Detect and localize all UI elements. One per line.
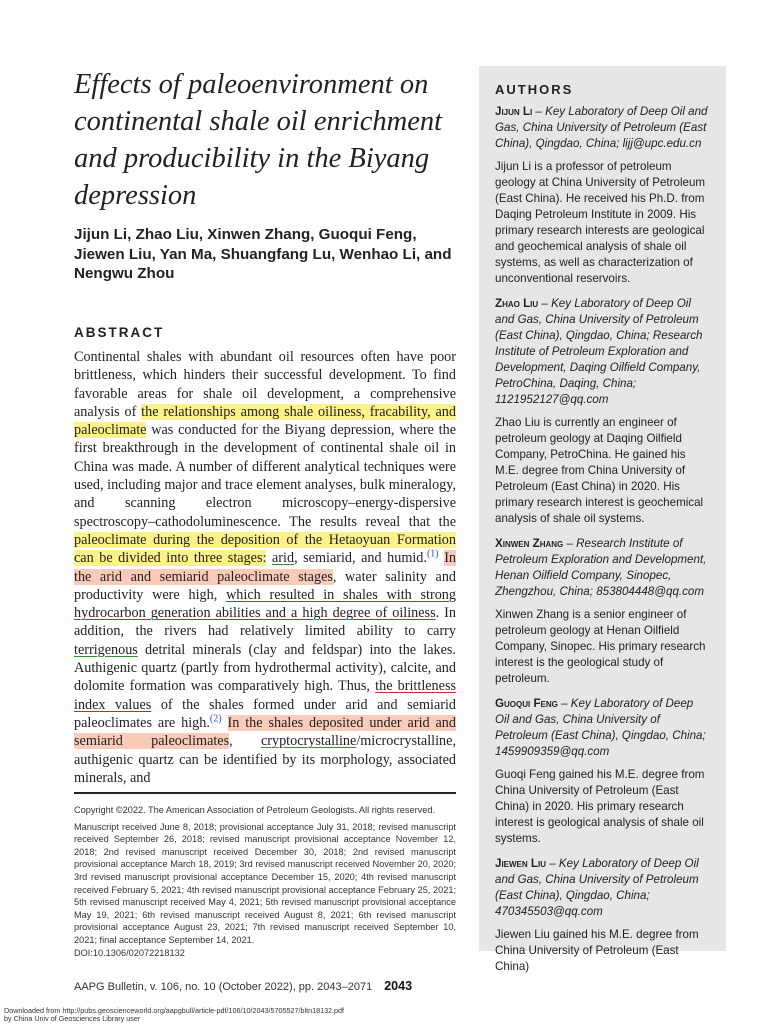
abstract-body	[74, 348, 456, 787]
separator: –	[563, 537, 577, 550]
abstract-text: , water salinity and productivity were high,	[74, 568, 457, 603]
author-name: Jiewen Liu	[495, 857, 546, 870]
authors-sidebar	[479, 66, 726, 973]
abstract-text: Continental shales with abundant oil resources often have poor brittleness, which hinders their successful development. To find favorable areas for shale oil development, a comprehensive analysis of	[74, 349, 456, 420]
download-note	[4, 1007, 344, 1024]
author-entry	[495, 696, 710, 847]
author-bio: Jijun Li is a professor of petroleum geology at China University of Petroleum (East China). He received his Ph.D. from Daqing Petroleum Institute in 2009. His primary research interests are geological and geochemical analysis of shale oil systems, as well as characterization of unconventional reservoirs.	[495, 160, 706, 285]
highlight-arid-semiarid-stages[interactable]: In the arid and semiarid paleoclimate stages	[74, 550, 457, 585]
separator: –	[545, 857, 559, 870]
annotation-marker-1[interactable]: (1)	[426, 548, 439, 560]
separator: –	[538, 297, 552, 310]
underline-arid[interactable]: arid	[272, 550, 295, 567]
abstract-text: ,	[229, 733, 261, 750]
abstract-text: of the shales formed under arid and semiarid paleoclimates are high.	[74, 696, 456, 731]
author-affiliation	[495, 296, 710, 408]
abstract-text: /microcrystalline, authigenic quartz can be identified by its morphology, associated minerals, and	[74, 733, 456, 786]
author-entry	[495, 104, 710, 287]
abstract-text: was conducted for the Biyang depression, where the first breakthrough in the development of continental shale oil in China was made. A number of different analytical techniques were used, including major and trace element analyses, bulk mineralogy, and scanning electron microscopy–energy-dispersive spectroscopy–cathodoluminescence. The results reveal that the	[74, 422, 456, 530]
divider	[74, 792, 456, 794]
copyright-notice: Copyright ©2022. The American Association of Petroleum Geologists. All rights reserved.	[74, 805, 436, 815]
author-name: Guoqui Feng	[495, 697, 558, 710]
abstract-text	[222, 715, 228, 731]
abstract-text: , semiarid, and humid.	[294, 550, 427, 567]
author-entry	[495, 536, 710, 687]
affiliation-text: Research Institute of Petroleum Exploration and Development, Henan Oilfield Company, Sinopec, Zhengzhou, China; 853804448@qq.com	[495, 537, 707, 598]
author-affiliation	[495, 696, 710, 760]
author-byline: Jijun Li, Zhao Liu, Xinwen Zhang, Guoqui Feng, Jiewen Liu, Yan Ma, Shuangfang Lu, Wenhao Li, and Nengwu Zhou	[74, 226, 452, 282]
author-bio: Zhao Liu is currently an engineer of petroleum geology at Daqing Oilfield Company, PetroChina. He gained his M.E. degree from China University of Petroleum (East China) in 2020. His primary research interest is geochemical analysis of shale oil systems.	[495, 416, 704, 525]
abstract-heading: ABSTRACT	[74, 325, 165, 340]
underline-brittleness-index[interactable]: the brittleness index values	[74, 678, 456, 713]
affiliation-text: Key Laboratory of Deep Oil and Gas, China University of Petroleum (East China), Qingdao, China; 1459909359@qq.com	[495, 697, 706, 758]
underline-terrigenous[interactable]: terrigenous	[74, 641, 138, 658]
doi[interactable]: DOI:10.1306/02072218132	[74, 947, 185, 958]
author-affiliation	[495, 104, 710, 152]
author-bio: Jiewen Liu gained his M.E. degree from China University of Petroleum (East China)	[495, 928, 699, 973]
underline-cryptocrystalline[interactable]: cryptocrystalline	[260, 733, 357, 750]
separator: –	[532, 105, 546, 118]
page-number: 2043	[384, 979, 413, 993]
highlight-shales-deposited[interactable]: In the shales deposited under arid and semiarid paleoclimates	[74, 714, 456, 750]
highlight-paleoclimate-stages[interactable]: paleoclimate during the deposition of the Hetaoyuan Formation can be divided into three stages:	[74, 531, 456, 567]
affiliation-text: Key Laboratory of Deep Oil and Gas, China University of Petroleum (East China), Qingdao, China; 470345503@qq.com	[495, 857, 699, 918]
manuscript-history: Manuscript received June 8, 2018; provisional acceptance July 31, 2018; revised manuscript received September 26, 2018; revised manuscript provisional acceptance November 12, 2018; 2nd revised manuscript received December 30, 2018; 2nd revised manuscript provisional acceptance March 18, 2019; 3rd revised manuscript received November 20, 2020; 3rd revised manuscript provisional acceptance December 15, 2020; 4th revised manuscript received February 5, 2021; 4th revised manuscript provisional acceptance February 25, 2021; 5th revised manuscript received May 4, 2021; 5th revised manuscript provisional acceptance May 19, 2021; 6th revised manuscript received August 8, 2021; 6th revised manuscript provisional acceptance August 23, 2021; 7th revised manuscript received September 10, 2021; final acceptance September 14, 2021.	[74, 821, 456, 945]
article-history	[74, 804, 456, 959]
author-bio: Xinwen Zhang is a senior engineer of petroleum geology at Henan Oilfield Company, Sinopec. His primary research interest is the geological study of petroleum.	[495, 608, 706, 685]
separator: –	[557, 697, 571, 710]
journal-citation: AAPG Bulletin, v. 106, no. 10 (October 2022), pp. 2043–2071	[74, 981, 373, 993]
affiliation-text: Key Laboratory of Deep Oil and Gas, China University of Petroleum (East China), Qingdao, China; lijj@upc.edu.cn	[495, 105, 708, 150]
affiliation-text: Key Laboratory of Deep Oil and Gas, China University of Petroleum (East China), Qingdao, China; Research Institute of Petroleum Exploration and Development, Daqing Oilfield Company, PetroChina, Daqing, China; 1121952127@qq.com	[495, 297, 703, 406]
author-entry	[495, 856, 710, 975]
page-footer	[74, 979, 456, 993]
article-title: Effects of paleoenvironment on continental shale oil enrichment and producibility in the Biyang depression	[74, 69, 443, 211]
author-name: Zhao Liu	[495, 297, 539, 310]
download-user: by China Univ of Geosciences Library user	[4, 1014, 141, 1024]
author-name: Jijun Li	[495, 105, 533, 118]
highlight-relationships[interactable]: the relationships among shale oiliness, fracability, and paleoclimate	[74, 403, 456, 439]
download-url[interactable]: Downloaded from http://pubs.geoscienceworld.org/aapgbull/article-pdf/106/10/2043/5705527/bltn18132.pdf	[4, 1006, 345, 1015]
author-affiliation	[495, 856, 710, 920]
annotation-marker-2[interactable]: (2)	[209, 713, 222, 725]
author-entry	[495, 296, 710, 527]
abstract-text: detrital minerals (clay and feldspar) into the lakes. Authigenic quartz (partly from hydrothermal activity), calcite, and dolomite formation was comparatively high. Thus,	[74, 641, 456, 695]
author-bio: Guoqi Feng gained his M.E. degree from China University of Petroleum (East China) in 2020. His primary research interest is geological analysis of shale oil systems.	[495, 768, 705, 845]
underline-hydrocarbon-generation[interactable]: which resulted in shales with strong hydrocarbon generation abilities and a high degree of oiliness	[74, 586, 456, 622]
author-name: Xinwen Zhang	[495, 537, 564, 550]
abstract-text: . In addition, the rivers had relatively limited ability to carry	[74, 605, 456, 640]
authors-heading: AUTHORS	[495, 82, 574, 97]
author-affiliation	[495, 536, 710, 600]
